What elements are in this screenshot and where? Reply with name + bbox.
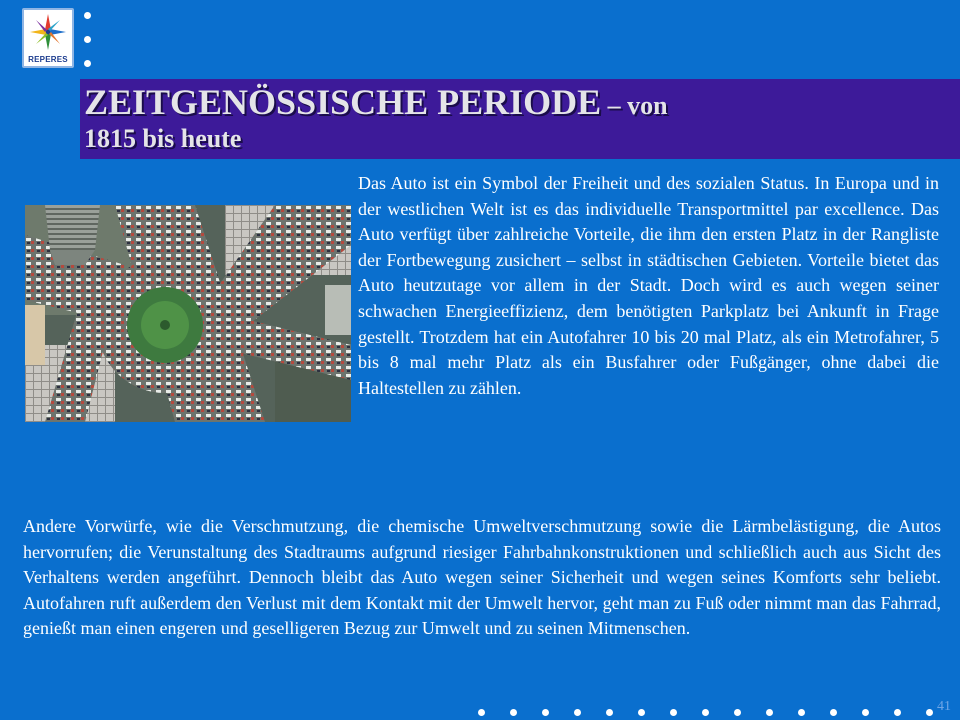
decorative-dot [830, 709, 837, 716]
decorative-dot [574, 709, 581, 716]
page-number: 41 [937, 699, 951, 714]
decorative-dot [84, 36, 91, 43]
reperes-logo [22, 8, 74, 68]
decorative-dot [478, 709, 485, 716]
slide-title [84, 82, 934, 154]
logo-wordmark: REPERES [28, 55, 68, 64]
decorative-dot [926, 709, 933, 716]
decorative-dot [798, 709, 805, 716]
title-main: ZEITGENÖSSISCHE PERIODE [84, 82, 602, 122]
compass-rose-icon [24, 10, 72, 54]
decorative-dot [862, 709, 869, 716]
decorative-dot [734, 709, 741, 716]
traffic-roundabout-photo [25, 205, 351, 422]
decorative-dot [606, 709, 613, 716]
decorative-dot [84, 12, 91, 19]
decorative-dot [894, 709, 901, 716]
title-line2: 1815 bis heute [84, 124, 242, 153]
body-paragraph-1: Das Auto ist ein Symbol der Freiheit und des sozialen Status. In Europa und in der westlichen Welt ist es das individuelle Transportmittel par excellence. Das Auto verfügt über zahlreiche Vorteile, die ihm den ersten Platz in der Rangliste der Fortbewegung zusichert – selbst in städtischen Gebieten. Vorteile bietet das Auto heutzutage vor allem in der Stadt. Doch wird es auch wegen seiner schwachen Energieeffizienz, dem benötigten Parkplatz bei Ankunft in Frage gestellt. Trotzdem hat ein Autofahrer 10 bis 20 mal Platz, als ein Metrofahrer, 5 bis 8 mal mehr Platz als ein Busfahrer oder Fußgänger, ohne dabei die Haltestellen zu zählen. [358, 173, 939, 398]
decorative-dot [510, 709, 517, 716]
body-paragraph-2: Andere Vorwürfe, wie die Verschmutzung, die chemische Umweltverschmutzung sowie die Lärmbelästigung, die Autos hervorrufen; die Verunstaltung des Stadtraums aufgrund riesiger Fahrbahnkonstruktionen und schließlich auch aus Sicht des Verhaltens werden angeführt. Dennoch bleibt das Auto wegen seiner Sicherheit und wegen seines Komforts sehr beliebt. Autofahren ruft außerdem den Verlust mit dem Kontakt mit der Umwelt hervor, geht man zu Fuß oder nimmt man das Fahrrad, genießt man einen engeren und geselligeren Bezug zur Umwelt und zu seinen Mitmenschen. [23, 516, 941, 639]
decorative-dot [542, 709, 549, 716]
title-sub: – von [601, 91, 668, 120]
decorative-dot [638, 709, 645, 716]
decorative-dot [84, 60, 91, 67]
decorative-dot [670, 709, 677, 716]
decorative-dot [702, 709, 709, 716]
decorative-dot [766, 709, 773, 716]
